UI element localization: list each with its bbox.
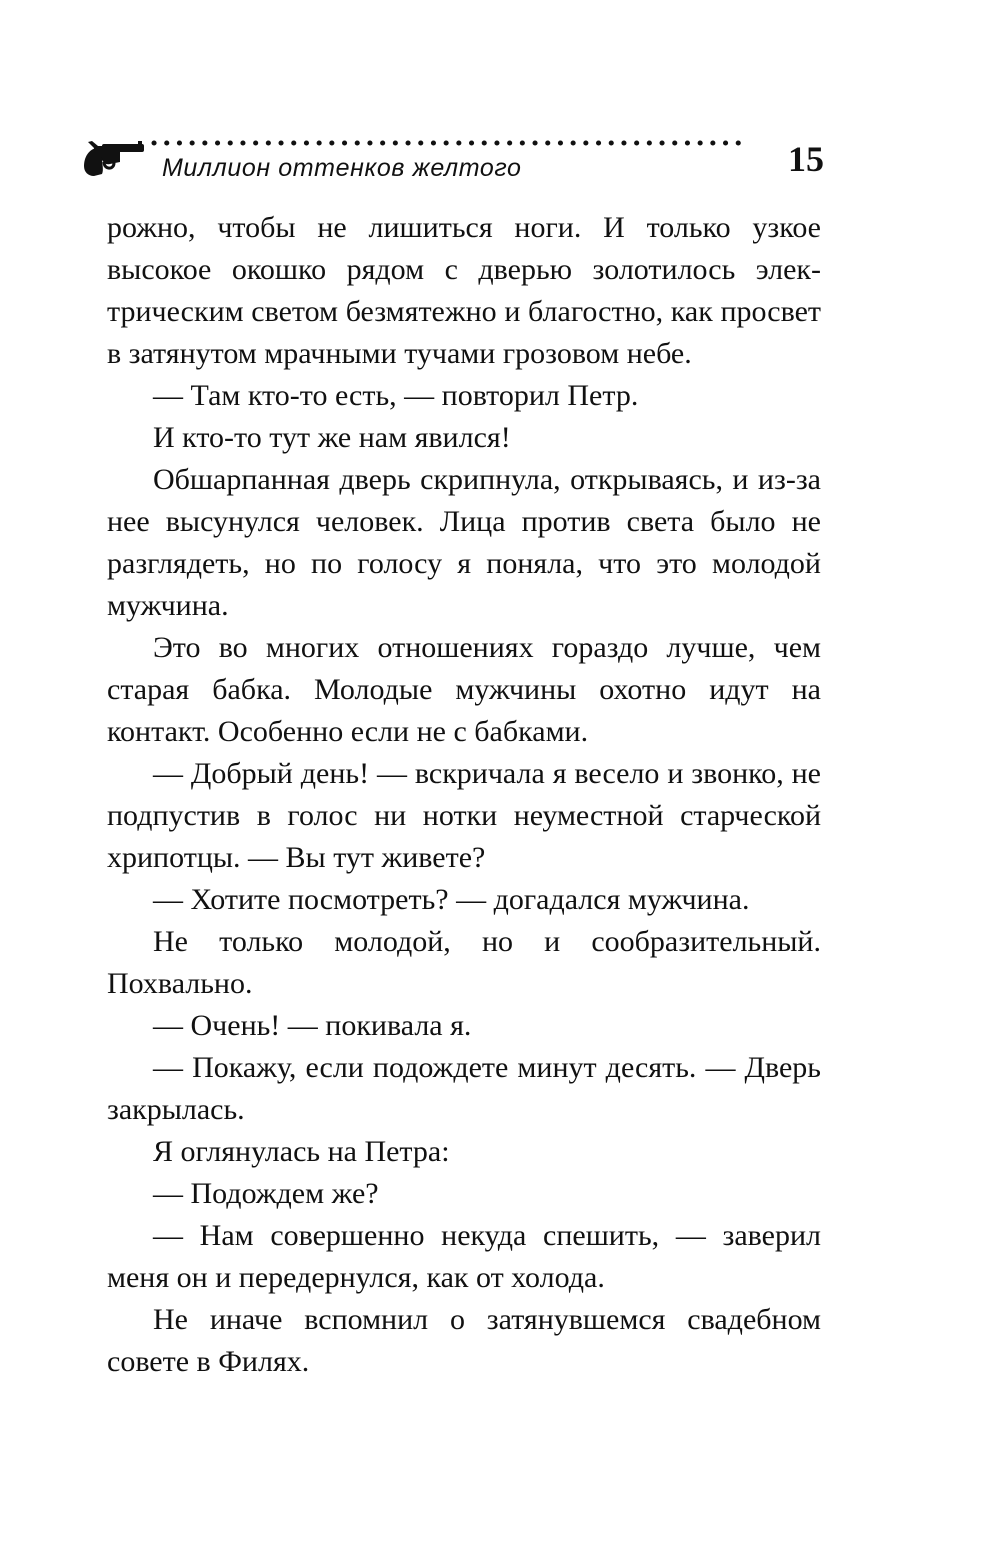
- paragraph: Не только молодой, но и сообразительный. Похвально.: [107, 925, 821, 1000]
- revolver-icon: [80, 136, 146, 184]
- main-text: [107, 207, 821, 1383]
- paragraph: — Добрый день! — вскричала я весело и звонко, не подпустив в голос ни нотки неуместной старческой хрипотцы. — Вы тут живете?: [107, 757, 821, 874]
- paragraph: — Очень! — покивала я.: [153, 1009, 472, 1042]
- book-title: Миллион оттенков желтого: [162, 154, 522, 182]
- page-number: 15: [788, 139, 824, 179]
- paragraph: — Покажу, если подождете минут десять. — Дверь закрылась.: [107, 1051, 821, 1126]
- paragraph: Обшарпанная дверь скрипнула, открываясь, и из-за нее высунулся человек. Лица против света было не разглядеть, но по голосу я поняла, что это молодой мужчина.: [107, 463, 821, 622]
- paragraph: — Хотите посмотреть? — догадался мужчина.: [153, 883, 750, 916]
- paragraph: — Там кто-то есть, — повторил Петр.: [153, 379, 639, 412]
- paragraph: — Подождем же?: [153, 1177, 379, 1210]
- running-header: [70, 128, 830, 198]
- paragraph: — Нам совершенно некуда спешить, — заверил меня он и передернулся, как от холода.: [107, 1219, 821, 1294]
- paragraph: Я оглянулась на Петра:: [153, 1135, 450, 1168]
- paragraph: Это во многих отношениях гораздо лучше, чем старая бабка. Молодые мужчины охотно идут на контакт. Особенно если не с бабками.: [107, 631, 821, 748]
- paragraph: И кто-то тут же нам явился!: [153, 421, 511, 454]
- paragraph: Не иначе вспомнил о затянувшемся свадебном совете в Филях.: [107, 1303, 821, 1378]
- paragraph: рожно, чтобы не лишиться ноги. И только узкое высокое окошко рядом с дверью золотилось электрическим светом безмятежно и благостно, как просвет в затянутом мрачными тучами грозовом небе.: [107, 211, 821, 370]
- dot-leader: [150, 138, 830, 148]
